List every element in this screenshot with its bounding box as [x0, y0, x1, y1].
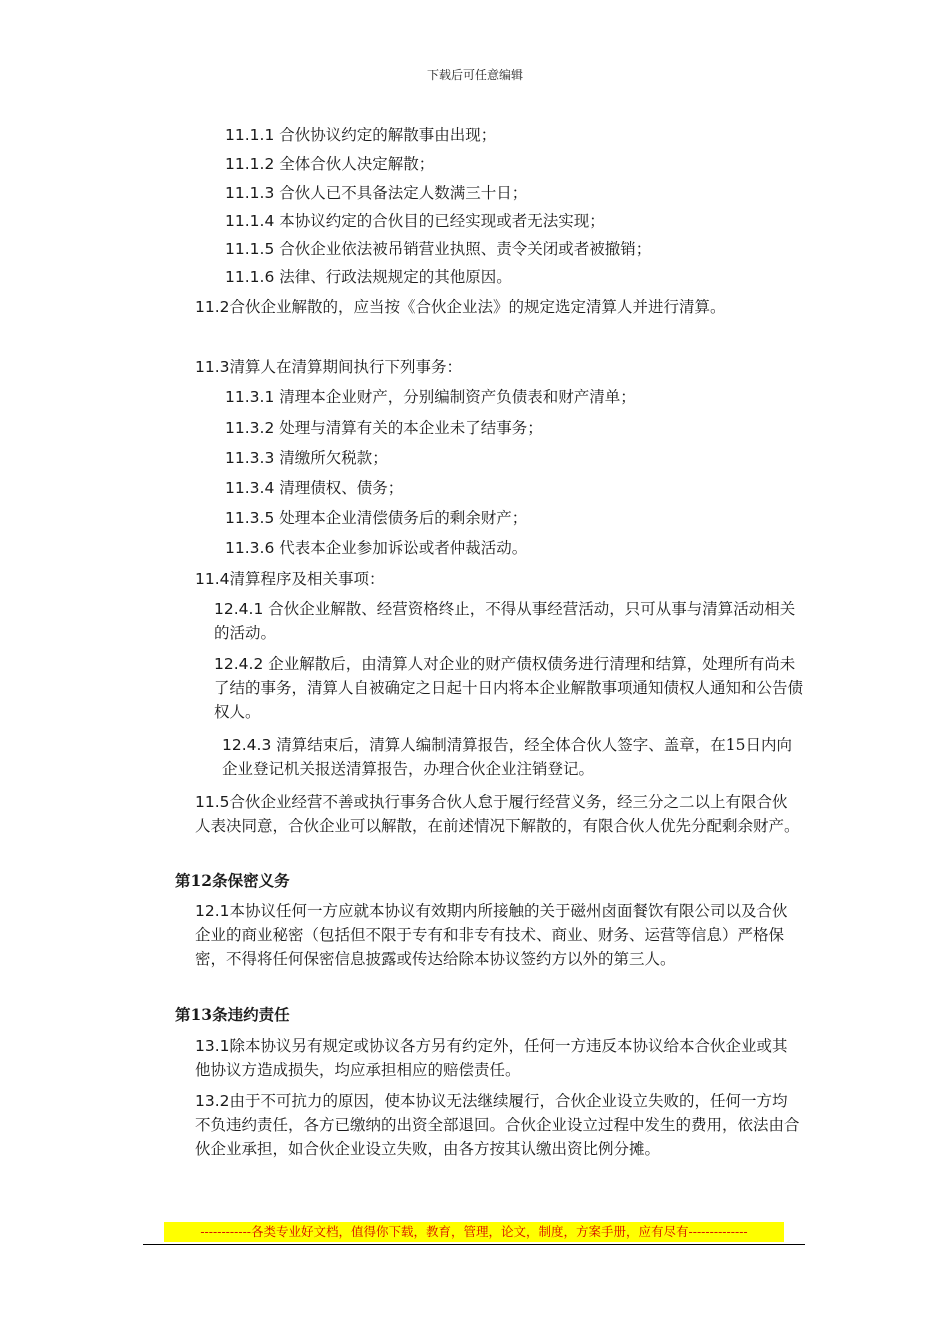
- clause-11-1-6: 11.1.6 法律、行政法规规定的其他原因。: [225, 268, 512, 286]
- footer-divider: [143, 1244, 805, 1245]
- clause-11-1-3: 11.1.3 合伙人已不具备法定人数满三十日；: [225, 184, 528, 202]
- clause-11-3-5: 11.3.5 处理本企业清偿债务后的剩余财产；: [225, 509, 528, 527]
- clause-11-3: 11.3清算人在清算期间执行下列事务：: [195, 358, 463, 376]
- article-13-title: 第13条违约责任: [175, 1005, 290, 1024]
- clause-11-1-1: 11.1.1 合伙协议约定的解散事由出现；: [225, 126, 497, 144]
- clause-11-3-3: 11.3.3 清缴所欠税款；: [225, 449, 388, 467]
- clause-12-4-2: 12.4.2 企业解散后，由清算人对企业的财产债权债务进行清理和结算，处理所有尚未了结的事务，清算人自被确定之日起十日内将本企业解散事项通知债权人通知和公告债权人。: [214, 655, 804, 721]
- clause-11-4: 11.4清算程序及相关事项：: [195, 570, 385, 588]
- clause-11-1-5: 11.1.5 合伙企业依法被吊销营业执照、责令关闭或者被撤销；: [225, 240, 652, 258]
- page-header: 下载后可任意编辑: [426, 68, 523, 82]
- clause-11-1-2: 11.1.2 全体合伙人决定解散；: [225, 155, 435, 173]
- clause-12-1: 12.1本协议任何一方应就本协议有效期内所接触的关于磁州卤面餐饮有限公司以及合伙企业的商业秘密（包括但不限于专有和非专有技术、商业、财务、运营等信息）严格保密，不得将任何保密信息披露或传达给除本协议签约方以外的第三人。: [195, 902, 788, 968]
- clause-11-2: 11.2合伙企业解散的，应当按《合伙企业法》的规定选定清算人并进行清算。: [195, 298, 726, 316]
- footer-banner: ------------各类专业好文档，值得你下载，教育，管理，论文，制度，方案手册，应有尽有--------------: [200, 1224, 748, 1239]
- clause-13-1: 13.1除本协议另有规定或协议各方另有约定外，任何一方违反本协议给本合伙企业或其他协议方造成损失，均应承担相应的赔偿责任。: [195, 1037, 788, 1079]
- clause-11-5: 11.5合伙企业经营不善或执行事务合伙人怠于履行经营义务，经三分之二以上有限合伙人表决同意，合伙企业可以解散，在前述情况下解散的，有限合伙人优先分配剩余财产。: [195, 793, 800, 835]
- clause-12-4-3: 12.4.3 清算结束后，清算人编制清算报告，经全体合伙人签字、盖章，在15日内向企业登记机关报送清算报告，办理合伙企业注销登记。: [222, 736, 792, 778]
- clause-11-3-2: 11.3.2 处理与清算有关的本企业未了结事务；: [225, 419, 543, 437]
- clause-11-1-4: 11.1.4 本协议约定的合伙目的已经实现或者无法实现；: [225, 212, 605, 230]
- clause-11-3-1: 11.3.1 清理本企业财产，分别编制资产负债表和财产清单；: [225, 388, 636, 406]
- clause-13-2: 13.2由于不可抗力的原因，使本协议无法继续履行，合伙企业设立失败的，任何一方均不负违约责任，各方已缴纳的出资全部退回。合伙企业设立过程中发生的费用，依法由合伙企业承担，如合伙企业设立失败，由各方按其认缴出资比例分摊。: [195, 1092, 800, 1158]
- clause-12-4-1: 12.4.1 合伙企业解散、经营资格终止，不得从事经营活动，只可从事与清算活动相关的活动。: [214, 600, 796, 642]
- clause-11-3-4: 11.3.4 清理债权、债务；: [225, 479, 404, 497]
- article-12-title: 第12条保密义务: [175, 871, 290, 890]
- clause-11-3-6: 11.3.6 代表本企业参加诉讼或者仲裁活动。: [225, 539, 528, 557]
